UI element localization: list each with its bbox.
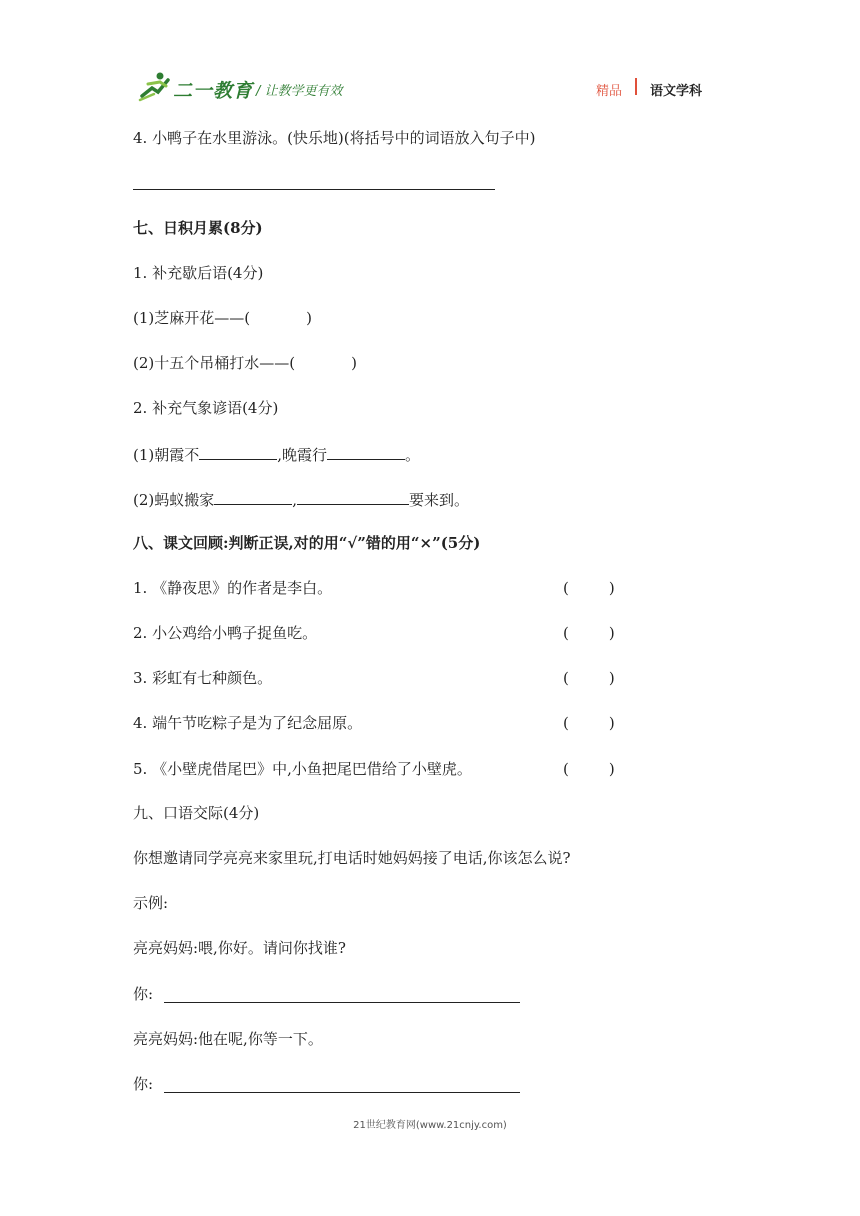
judge-paren: ( )	[563, 579, 615, 597]
proverb-2	[133, 488, 469, 510]
judge-item: 5. 《小壁虎借尾巴》中,小鱼把尾巴借给了小壁虎。	[133, 760, 472, 778]
page-footer: 21世纪教育网(www.21cnjy.com)	[353, 1120, 507, 1131]
section-7-sub1: 1. 补充歇后语(4分)	[133, 264, 264, 282]
proverb-2-c: 要来到。	[409, 491, 470, 509]
judge-paren: ( )	[563, 714, 615, 732]
blank	[199, 443, 277, 460]
xiehouyu-2-close: )	[351, 354, 357, 372]
answer-line-you-1	[164, 1002, 520, 1003]
proverb-1	[133, 443, 420, 465]
xiehouyu-1	[133, 308, 312, 328]
section-7-sub2: 2. 补充气象谚语(4分)	[133, 399, 279, 417]
judge-item: 4. 端午节吃粽子是为了纪念屈原。	[133, 714, 363, 732]
slogan: / 让教学更有效	[256, 84, 343, 99]
proverb-2-a: (2)蚂蚁搬家	[133, 491, 215, 509]
blank	[214, 488, 292, 505]
logo-text: 二一教育	[173, 80, 254, 102]
proverb-1-b: ,晚霞行	[277, 446, 328, 464]
judge-paren: ( )	[563, 669, 615, 687]
section-8-title: 八、课文回顾:判断正误,对的用“√”错的用“×”(5分)	[133, 534, 481, 552]
blank	[297, 488, 409, 505]
judge-item: 2. 小公鸡给小鸭子捉鱼吃。	[133, 624, 318, 642]
badge-quality: 精品	[596, 84, 623, 99]
dialog-line-1: 亮亮妈妈:喂,你好。请问你找谁?	[133, 939, 346, 957]
answer-line-you-2	[164, 1092, 520, 1093]
section-9-example: 示例:	[133, 894, 169, 912]
dialog-you-2: 你:	[133, 1075, 154, 1093]
badge-subject: 语文学科	[650, 84, 703, 99]
answer-line-q4	[133, 189, 495, 190]
badge-divider	[635, 78, 637, 95]
xiehouyu-1-close: )	[306, 309, 312, 327]
xiehouyu-2-text: (2)十五个吊桶打水——(	[133, 354, 296, 372]
section-9-prompt: 你想邀请同学亮亮来家里玩,打电话时她妈妈接了电话,你该怎么说?	[133, 849, 571, 867]
blank	[327, 443, 405, 460]
judge-paren: ( )	[563, 760, 615, 778]
judge-item: 1. 《静夜思》的作者是李白。	[133, 579, 333, 597]
proverb-1-c: 。	[405, 446, 421, 464]
proverb-1-a: (1)朝霞不	[133, 446, 200, 464]
section-7-title: 七、日积月累(8分)	[133, 219, 263, 237]
question-4: 4. 小鸭子在水里游泳。(快乐地)(将括号中的词语放入句子中)	[133, 129, 536, 147]
section-9-title: 九、口语交际(4分)	[133, 804, 260, 822]
xiehouyu-2	[133, 353, 357, 373]
judge-item: 3. 彩虹有七种颜色。	[133, 669, 273, 687]
proverb-2-b: ,	[292, 491, 298, 509]
dialog-you-1: 你:	[133, 985, 154, 1003]
runner-logo-icon	[138, 70, 176, 102]
dialog-line-2: 亮亮妈妈:他在呢,你等一下。	[133, 1030, 323, 1048]
xiehouyu-1-text: (1)芝麻开花——(	[133, 309, 251, 327]
judge-paren: ( )	[563, 624, 615, 642]
